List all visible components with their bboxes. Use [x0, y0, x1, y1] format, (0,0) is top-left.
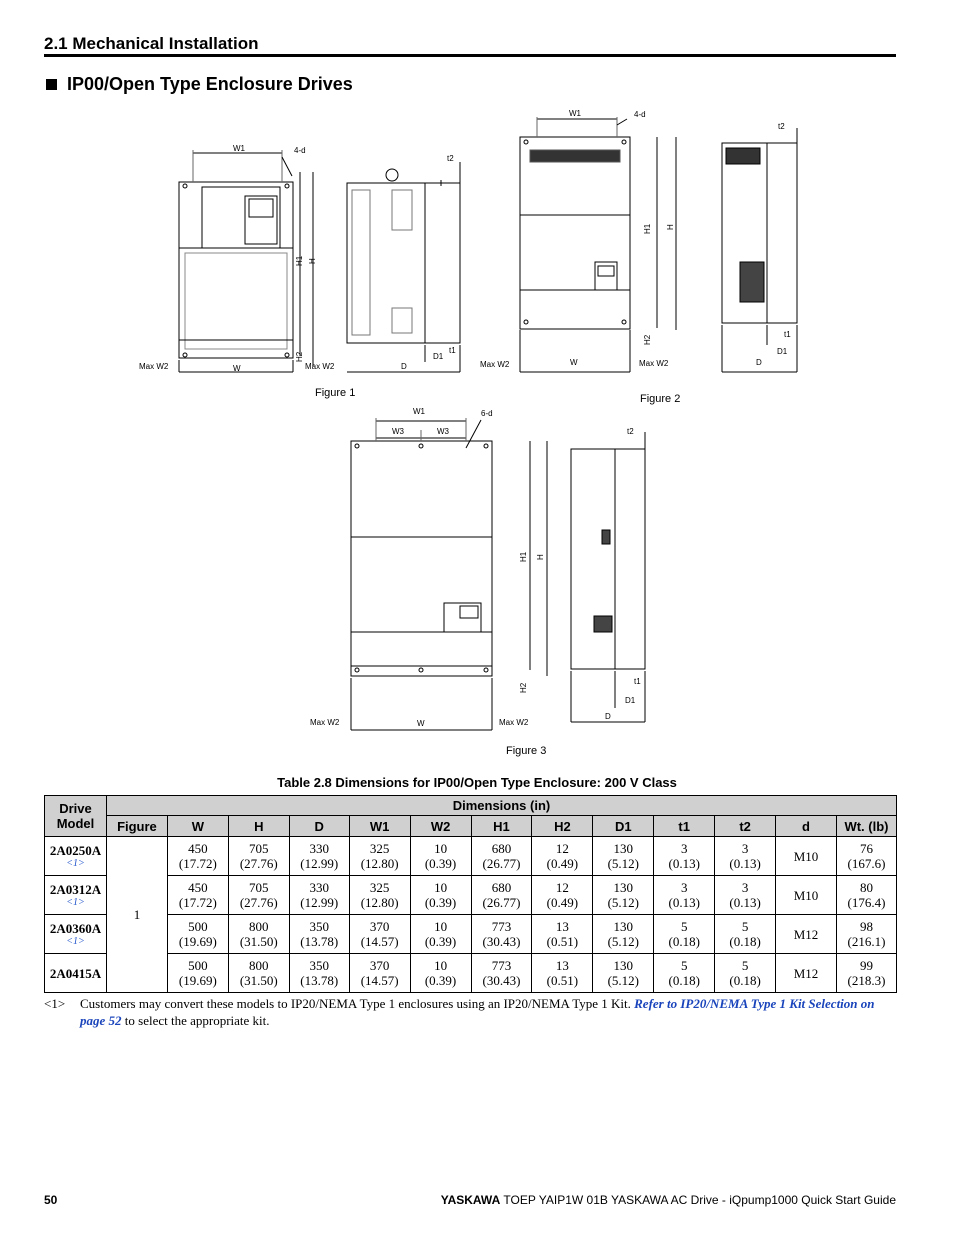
cell-value: 330 [309, 880, 329, 895]
cell-value: 680 [491, 880, 512, 895]
drive-model-cell [45, 837, 107, 876]
cell-value: 350 [309, 919, 329, 934]
figure3-front-view [351, 418, 547, 730]
dimension-cell [776, 876, 837, 915]
section-header: 2.1 Mechanical Installation [44, 34, 259, 53]
cell-value-alt: (0.39) [424, 973, 457, 988]
cell-value: 130 [613, 919, 634, 934]
drive-model-label: 2A0250A [49, 842, 102, 858]
cell-value: 325 [369, 841, 390, 856]
cell-value: 130 [613, 880, 634, 895]
column-header: Wt. (lb) [836, 816, 896, 837]
dimension-cell [715, 876, 776, 915]
fig3-label: Max W2 [499, 718, 529, 727]
dimension-cell [410, 876, 471, 915]
cell-value-alt: (30.43) [482, 973, 521, 988]
cell-value: 3 [680, 880, 688, 895]
footnote-ref[interactable]: <1> [66, 857, 85, 869]
fig1-label: D [401, 362, 407, 371]
dimension-cell [532, 837, 593, 876]
footnote-text: Customers may convert these models to IP20/NEMA Type 1 enclosures using an IP20/NEMA Type 1 Kit. [80, 996, 635, 1011]
fig3-label: H1 [519, 551, 528, 562]
cell-value-alt: (0.13) [729, 895, 761, 910]
dimension-cell [593, 915, 654, 954]
cell-value: 13 [555, 919, 569, 934]
cell-value-alt: (167.6) [847, 856, 886, 871]
fig2-label: H2 [643, 334, 652, 345]
dimension-cell [654, 954, 715, 993]
cell-value-alt: (5.12) [607, 973, 639, 988]
cell-value-alt: (26.77) [482, 856, 521, 871]
dimension-cell [289, 876, 349, 915]
cell-value: 370 [369, 958, 390, 973]
cell-value-alt: (5.12) [607, 934, 639, 949]
cell-value-alt: (12.99) [300, 895, 339, 910]
footnote-link[interactable]: Refer to IP20/NEMA Type 1 Kit Selection on page 52 [80, 996, 875, 1028]
dimension-cell [289, 915, 349, 954]
cell-value-alt: (0.13) [729, 856, 761, 871]
fig1-label: H2 [295, 351, 304, 362]
column-header: W2 [410, 816, 471, 837]
fig2-label: Max W2 [639, 359, 669, 368]
cell-value-alt: (5.12) [607, 895, 639, 910]
column-header: W [167, 816, 228, 837]
cell-value: 773 [491, 958, 512, 973]
cell-value-alt: (0.39) [424, 895, 457, 910]
cell-value-alt: (0.18) [668, 934, 700, 949]
cell-value: 5 [680, 958, 688, 973]
dimension-cell [167, 837, 228, 876]
fig3-label: t1 [634, 677, 641, 686]
figure2-front-view [520, 117, 676, 372]
cell-value: 500 [188, 919, 208, 934]
figure1-caption: Figure 1 [315, 387, 356, 399]
footnote-ref[interactable]: <1> [66, 935, 85, 947]
cell-value: 3 [741, 880, 749, 895]
fig3-label: H2 [519, 682, 528, 693]
cell-value: 12 [555, 841, 569, 856]
cell-value-alt: (31.50) [239, 973, 278, 988]
cell-value: 500 [188, 958, 208, 973]
cell-value: 98 [859, 919, 873, 934]
column-header: H1 [471, 816, 532, 837]
cell-value-alt: (0.49) [546, 895, 579, 910]
subsection-title: IP00/Open Type Enclosure Drives [67, 74, 353, 94]
dimension-cell [654, 876, 715, 915]
dimensions-table [44, 795, 897, 993]
dimension-cell [471, 837, 532, 876]
cell-value: M10 [793, 887, 819, 903]
dimension-cell [471, 915, 532, 954]
figure1-side-view [347, 162, 460, 372]
cell-value-alt: (26.77) [482, 895, 521, 910]
cell-value-alt: (19.69) [178, 934, 217, 949]
cell-value: 10 [434, 919, 448, 934]
fig2-label: t1 [784, 330, 791, 339]
cell-value-alt: (218.3) [847, 973, 886, 988]
table-title: Table 2.8 Dimensions for IP00/Open Type Enclosure: 200 V Class [277, 775, 677, 790]
column-header: H2 [532, 816, 593, 837]
cell-value: 5 [741, 958, 749, 973]
footer-title-text: TOEP YAIP1W 01B YASKAWA AC Drive - iQpump1000 Quick Start Guide [500, 1193, 896, 1207]
cell-value: 450 [188, 841, 208, 856]
fig2-label: t2 [778, 122, 785, 131]
dimension-cell [167, 876, 228, 915]
column-header: H [228, 816, 289, 837]
footer-brand: YASKAWA [440, 1193, 501, 1207]
cell-value: 10 [434, 880, 448, 895]
figure2-caption: Figure 2 [640, 393, 681, 405]
column-header: W1 [349, 816, 410, 837]
drive-model-cell [45, 954, 107, 993]
cell-value: 5 [741, 919, 749, 934]
cell-value: 5 [680, 919, 688, 934]
cell-value-alt: (17.72) [178, 856, 217, 871]
cell-value: 99 [859, 958, 873, 973]
dimension-cell [167, 954, 228, 993]
column-header: D [289, 816, 349, 837]
cell-value-alt: (0.39) [424, 934, 457, 949]
cell-value: 12 [555, 880, 569, 895]
cell-value-alt: (17.72) [178, 895, 217, 910]
cell-value: 773 [491, 919, 512, 934]
cell-value-alt: (5.12) [607, 856, 639, 871]
cell-value: 130 [613, 841, 634, 856]
drive-model-label: 2A0360A [49, 920, 102, 936]
fig1-label: t2 [447, 154, 454, 163]
cell-value: 76 [859, 841, 873, 856]
fig2-label: Max W2 [480, 360, 510, 369]
fig3-label: D [605, 712, 611, 721]
dimension-cell [593, 837, 654, 876]
cell-value: 325 [369, 880, 390, 895]
figure3-caption: Figure 3 [506, 745, 547, 757]
fig3-label: 6-d [481, 409, 493, 418]
fig2-label: H [666, 224, 675, 230]
dimension-cell [228, 915, 289, 954]
dimension-cell [471, 876, 532, 915]
figure1-front-view [179, 150, 313, 372]
cell-value-alt: (14.57) [360, 934, 399, 949]
dimension-cell [532, 876, 593, 915]
column-header: D1 [593, 816, 654, 837]
cell-value-alt: (31.50) [239, 934, 278, 949]
fig1-label: W1 [233, 144, 245, 153]
cell-value-alt: (0.18) [729, 934, 761, 949]
cell-value-alt: (0.13) [668, 895, 700, 910]
cell-value-alt: (176.4) [847, 895, 886, 910]
drive-model-cell [45, 915, 107, 954]
cell-value-alt: (12.80) [360, 895, 399, 910]
cell-value-alt: (0.13) [668, 856, 700, 871]
fig1-label: t1 [449, 346, 456, 355]
cell-value: 680 [491, 841, 512, 856]
dimension-cell [654, 837, 715, 876]
drive-model-cell [45, 876, 107, 915]
dimension-cell [836, 876, 896, 915]
table-row [45, 876, 897, 915]
fig3-label: t2 [627, 427, 634, 436]
cell-value-alt: (0.39) [424, 856, 457, 871]
dimension-cell [715, 954, 776, 993]
fig1-label: H1 [295, 255, 304, 266]
fig1-label: D1 [433, 352, 444, 361]
fig3-label: W3 [392, 427, 404, 436]
cell-value: M10 [793, 848, 819, 864]
fig3-label: W3 [437, 427, 449, 436]
cell-value: 330 [309, 841, 329, 856]
cell-value-alt: (13.78) [300, 973, 339, 988]
cell-value-alt: (0.51) [546, 973, 579, 988]
cell-value: 705 [249, 880, 269, 895]
drive-model-label: 2A0415A [49, 965, 102, 981]
dimension-cell [289, 837, 349, 876]
dimension-cell [289, 954, 349, 993]
page-number: 50 [44, 1193, 58, 1207]
fig1-label: W [233, 364, 241, 373]
dimension-cell [836, 954, 896, 993]
dimension-cell [410, 837, 471, 876]
table-row [45, 954, 897, 993]
fig1-label: Max W2 [139, 362, 169, 371]
cell-value-alt: (0.49) [546, 856, 579, 871]
dimension-cell [471, 954, 532, 993]
cell-value: 800 [249, 958, 269, 973]
cell-value: 705 [249, 841, 269, 856]
cell-value-alt: (14.57) [360, 973, 399, 988]
fig3-label: W1 [413, 407, 425, 416]
dimension-cell [776, 915, 837, 954]
footnote-ref[interactable]: <1> [66, 896, 85, 908]
fig1-label: Max W2 [305, 362, 335, 371]
cell-value: 350 [309, 958, 329, 973]
fig3-label: H [536, 554, 545, 560]
footnote-mark: <1> [44, 996, 66, 1011]
dimension-cell [410, 915, 471, 954]
cell-value: 450 [188, 880, 208, 895]
fig2-label: D [756, 358, 762, 367]
drive-model-label: 2A0312A [49, 881, 102, 897]
cell-value-alt: (12.80) [360, 856, 399, 871]
footnote [44, 995, 896, 1029]
dimension-cell [349, 876, 410, 915]
dimension-cell [715, 837, 776, 876]
dimension-cell [532, 954, 593, 993]
dimension-cell [228, 876, 289, 915]
column-header: t1 [654, 816, 715, 837]
footer-doc-title [441, 1193, 896, 1207]
cell-value-alt: (0.51) [546, 934, 579, 949]
cell-value: 13 [555, 958, 569, 973]
fig3-label: Max W2 [310, 718, 340, 727]
table-row [45, 915, 897, 954]
cell-value-alt: (27.76) [239, 895, 278, 910]
dimension-cell [167, 915, 228, 954]
cell-value: 3 [680, 841, 688, 856]
cell-value-alt: (0.18) [729, 973, 761, 988]
fig2-label: H1 [643, 223, 652, 234]
cell-value: M12 [793, 926, 819, 942]
dimension-cell [776, 837, 837, 876]
cell-value: 10 [434, 841, 448, 856]
cell-value-alt: (12.99) [300, 856, 339, 871]
figure-cell: 1 [106, 837, 167, 993]
cell-value: 10 [434, 958, 448, 973]
fig1-label: 4-d [294, 146, 306, 155]
dimension-cell [349, 915, 410, 954]
cell-value: M12 [793, 965, 819, 981]
dimension-cell [532, 915, 593, 954]
cell-value: 130 [613, 958, 634, 973]
column-header: t2 [715, 816, 776, 837]
dimension-cell [593, 954, 654, 993]
dimension-cell [654, 915, 715, 954]
footnote-text-after: to select the appropriate kit. [121, 1013, 270, 1028]
fig2-label: D1 [777, 347, 788, 356]
fig1-label: H [308, 258, 317, 264]
fig3-label: W [417, 719, 425, 728]
table-row [45, 837, 897, 876]
cell-value-alt: (216.1) [847, 934, 886, 949]
fig3-label: D1 [625, 696, 636, 705]
cell-value-alt: (13.78) [300, 934, 339, 949]
dimension-cell [349, 954, 410, 993]
dimension-cell [836, 837, 896, 876]
column-header: Figure [106, 816, 167, 837]
cell-value-alt: (0.18) [668, 973, 700, 988]
cell-value: 800 [249, 919, 269, 934]
cell-value-alt: (19.69) [178, 973, 217, 988]
dimension-cell [228, 837, 289, 876]
cell-value: 3 [741, 841, 749, 856]
cell-value-alt: (27.76) [239, 856, 278, 871]
drive-model-header: Drive Model [45, 796, 107, 837]
dimension-cell [593, 876, 654, 915]
fig2-label: W1 [569, 109, 581, 118]
dimension-cell [228, 954, 289, 993]
dimension-cell [715, 915, 776, 954]
fig2-label: 4-d [634, 110, 646, 119]
cell-value: 80 [859, 880, 873, 895]
cell-value-alt: (30.43) [482, 934, 521, 949]
dimensions-header: Dimensions (in) [106, 796, 896, 816]
dimension-cell [410, 954, 471, 993]
dimension-cell [836, 915, 896, 954]
column-header: d [776, 816, 837, 837]
fig2-label: W [570, 358, 578, 367]
cell-value: 370 [369, 919, 390, 934]
dimension-cell [776, 954, 837, 993]
dimension-cell [349, 837, 410, 876]
